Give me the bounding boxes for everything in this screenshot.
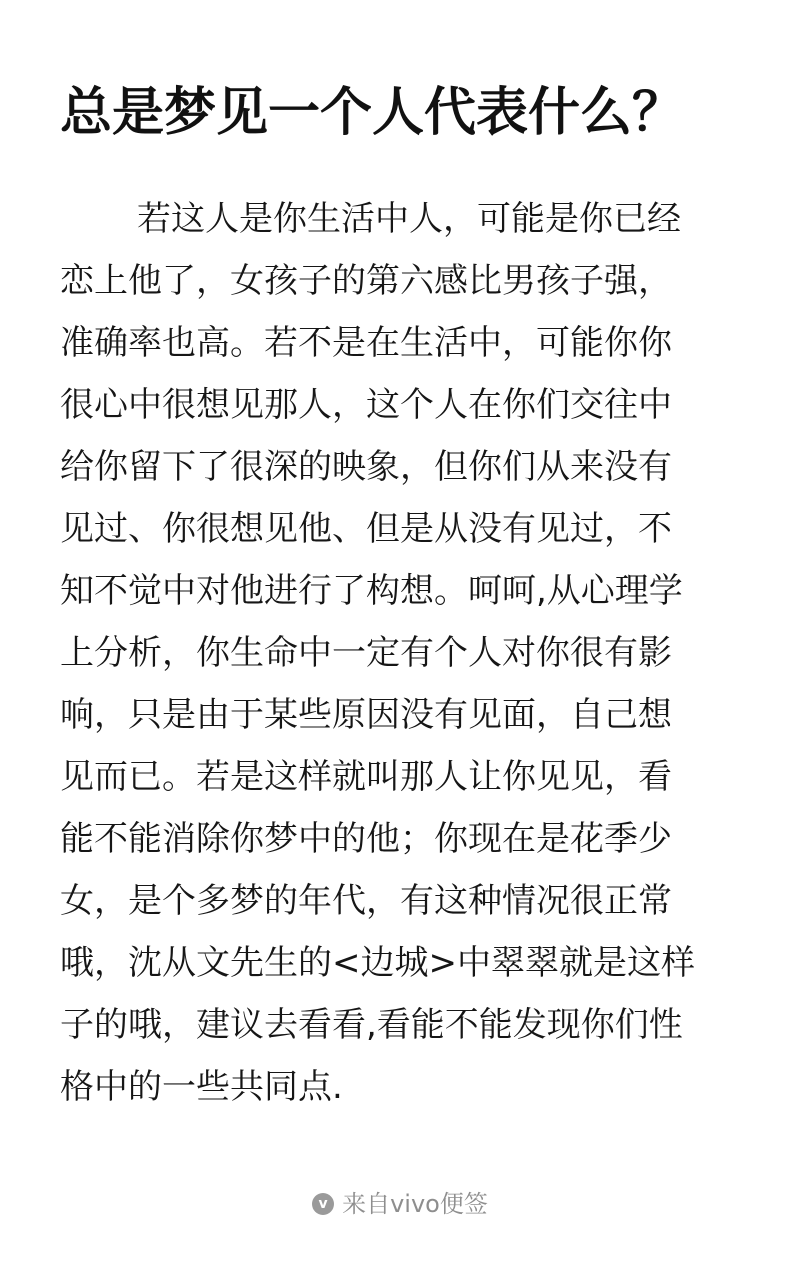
vivo-logo-icon: v bbox=[312, 1193, 334, 1215]
body-line: 给你留下了很深的映象，但你们从来没有 bbox=[60, 447, 672, 487]
body-line: 响，只是由于某些原因没有见面，自己想 bbox=[60, 695, 672, 735]
body-line: 哦，沈从文先生的<边城>中翠翠就是这样 bbox=[60, 943, 695, 983]
body-line: 若这人是你生活中人，可能是你已经 bbox=[137, 199, 681, 239]
body-line: 子的哦，建议去看看,看能不能发现你们性 bbox=[60, 1005, 683, 1045]
body-line: 上分析，你生命中一定有个人对你很有影 bbox=[60, 633, 672, 673]
body-line: 恋上他了，女孩子的第六感比男孩子强， bbox=[60, 261, 672, 301]
body-line: 见过、你很想见他、但是从没有见过，不 bbox=[60, 509, 672, 549]
body-line: 能不能消除你梦中的他；你现在是花季少 bbox=[60, 819, 672, 859]
source-footer bbox=[0, 1184, 800, 1224]
body-line: 知不觉中对他进行了构想。呵呵,从心理学 bbox=[60, 571, 683, 611]
body-line: 很心中很想见那人，这个人在你们交往中 bbox=[60, 385, 672, 425]
body-line: 格中的一些共同点. bbox=[60, 1067, 343, 1107]
source-label: 来自vivo便签 bbox=[342, 1190, 488, 1218]
page-title: 总是梦见一个人代表什么？ bbox=[60, 83, 685, 143]
body-line: 准确率也高。若不是在生活中，可能你你 bbox=[60, 323, 672, 363]
body-line: 见而已。若是这样就叫那人让你见见，看 bbox=[60, 757, 672, 797]
body-line: 女，是个多梦的年代，有这种情况很正常 bbox=[60, 881, 672, 921]
note-body bbox=[60, 188, 740, 1118]
